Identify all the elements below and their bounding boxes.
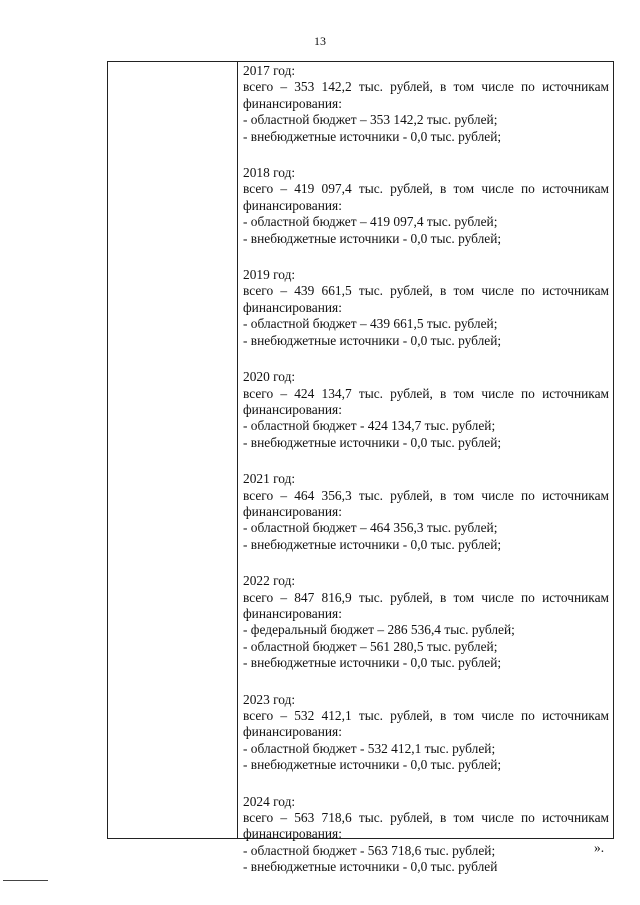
source-item: - внебюджетные источники - 0,0 тыс. рублей; — [243, 757, 502, 773]
total-line: всего – 424 134,7 тыс. рублей, в том числе по источникам — [243, 385, 609, 401]
source-item: - внебюджетные источники - 0,0 тыс. рублей; — [243, 655, 502, 671]
source-item: - областной бюджет – 419 097,4 тыс. рублей; — [243, 214, 498, 230]
total-line: всего – 847 816,9 тыс. рублей, в том числе по источникам — [243, 589, 609, 605]
source-item: - областной бюджет – 353 142,2 тыс. рублей; — [243, 112, 498, 128]
year-label: 2024 год: — [243, 793, 296, 809]
total-continuation: финансирования: — [243, 197, 342, 213]
total-continuation: финансирования: — [243, 724, 342, 740]
funding-year-block — [243, 369, 609, 451]
source-item: - внебюджетные источники - 0,0 тыс. рублей; — [243, 434, 502, 450]
year-label: 2021 год: — [243, 471, 296, 487]
source-item: - областной бюджет – 464 356,3 тыс. рублей; — [243, 520, 498, 536]
source-item: - внебюджетные источники - 0,0 тыс. рублей; — [243, 536, 502, 552]
total-continuation: финансирования: — [243, 401, 342, 417]
funding-year-block — [243, 267, 609, 349]
source-item: - внебюджетные источники - 0,0 тыс. рублей; — [243, 230, 502, 246]
funding-year-block — [243, 165, 609, 247]
total-line: всего – 532 412,1 тыс. рублей, в том числе по источникам — [243, 708, 609, 723]
total-line: всего – 419 097,4 тыс. рублей, в том числе по источникам — [243, 181, 609, 197]
year-label: 2020 год: — [243, 369, 296, 385]
total-continuation: финансирования: — [243, 826, 342, 842]
source-item: - областной бюджет - 563 718,6 тыс. рублей; — [243, 842, 496, 858]
source-item: - областной бюджет – 561 280,5 тыс. рублей; — [243, 638, 498, 654]
total-continuation: финансирования: — [243, 299, 342, 315]
total-continuation: финансирования: — [243, 95, 342, 111]
funding-year-block — [243, 794, 609, 876]
source-item: - внебюджетные источники - 0,0 тыс. рублей — [243, 859, 498, 875]
source-item: - федеральный бюджет – 286 536,4 тыс. рублей; — [243, 622, 515, 638]
total-line: всего – 563 718,6 тыс. рублей, в том числе по источникам — [243, 810, 609, 826]
total-continuation: финансирования: — [243, 503, 342, 519]
funding-table — [107, 61, 614, 875]
year-label: 2019 год: — [243, 267, 296, 283]
total-line: всего – 439 661,5 тыс. рублей, в том числе по источникам — [243, 283, 609, 299]
year-label: 2017 год: — [243, 63, 296, 78]
source-item: - областной бюджет - 424 134,7 тыс. рублей; — [243, 418, 496, 434]
funding-year-block — [243, 471, 609, 553]
funding-year-block — [243, 692, 609, 774]
funding-year-block — [243, 63, 609, 145]
source-item: - внебюджетные источники - 0,0 тыс. рублей; — [243, 332, 502, 348]
source-item: - областной бюджет – 439 661,5 тыс. рублей; — [243, 316, 498, 332]
total-line: всего – 353 142,2 тыс. рублей, в том числе по источникам — [243, 79, 609, 95]
source-item: - внебюджетные источники - 0,0 тыс. рублей; — [243, 128, 502, 144]
page-number: 13 — [314, 34, 326, 48]
source-item: - областной бюджет - 532 412,1 тыс. рублей; — [243, 740, 496, 756]
funding-cell — [238, 62, 613, 875]
footer-rule — [3, 880, 48, 881]
total-continuation: финансирования: — [243, 605, 342, 621]
total-line: всего – 464 356,3 тыс. рублей, в том числе по источникам — [243, 487, 609, 503]
year-label: 2018 год: — [243, 165, 296, 181]
year-label: 2022 год: — [243, 573, 296, 589]
table-left-cell — [108, 62, 238, 838]
funding-year-block — [243, 573, 609, 671]
year-label: 2023 год: — [243, 691, 296, 707]
closing-quote-mark: ». — [594, 840, 605, 855]
